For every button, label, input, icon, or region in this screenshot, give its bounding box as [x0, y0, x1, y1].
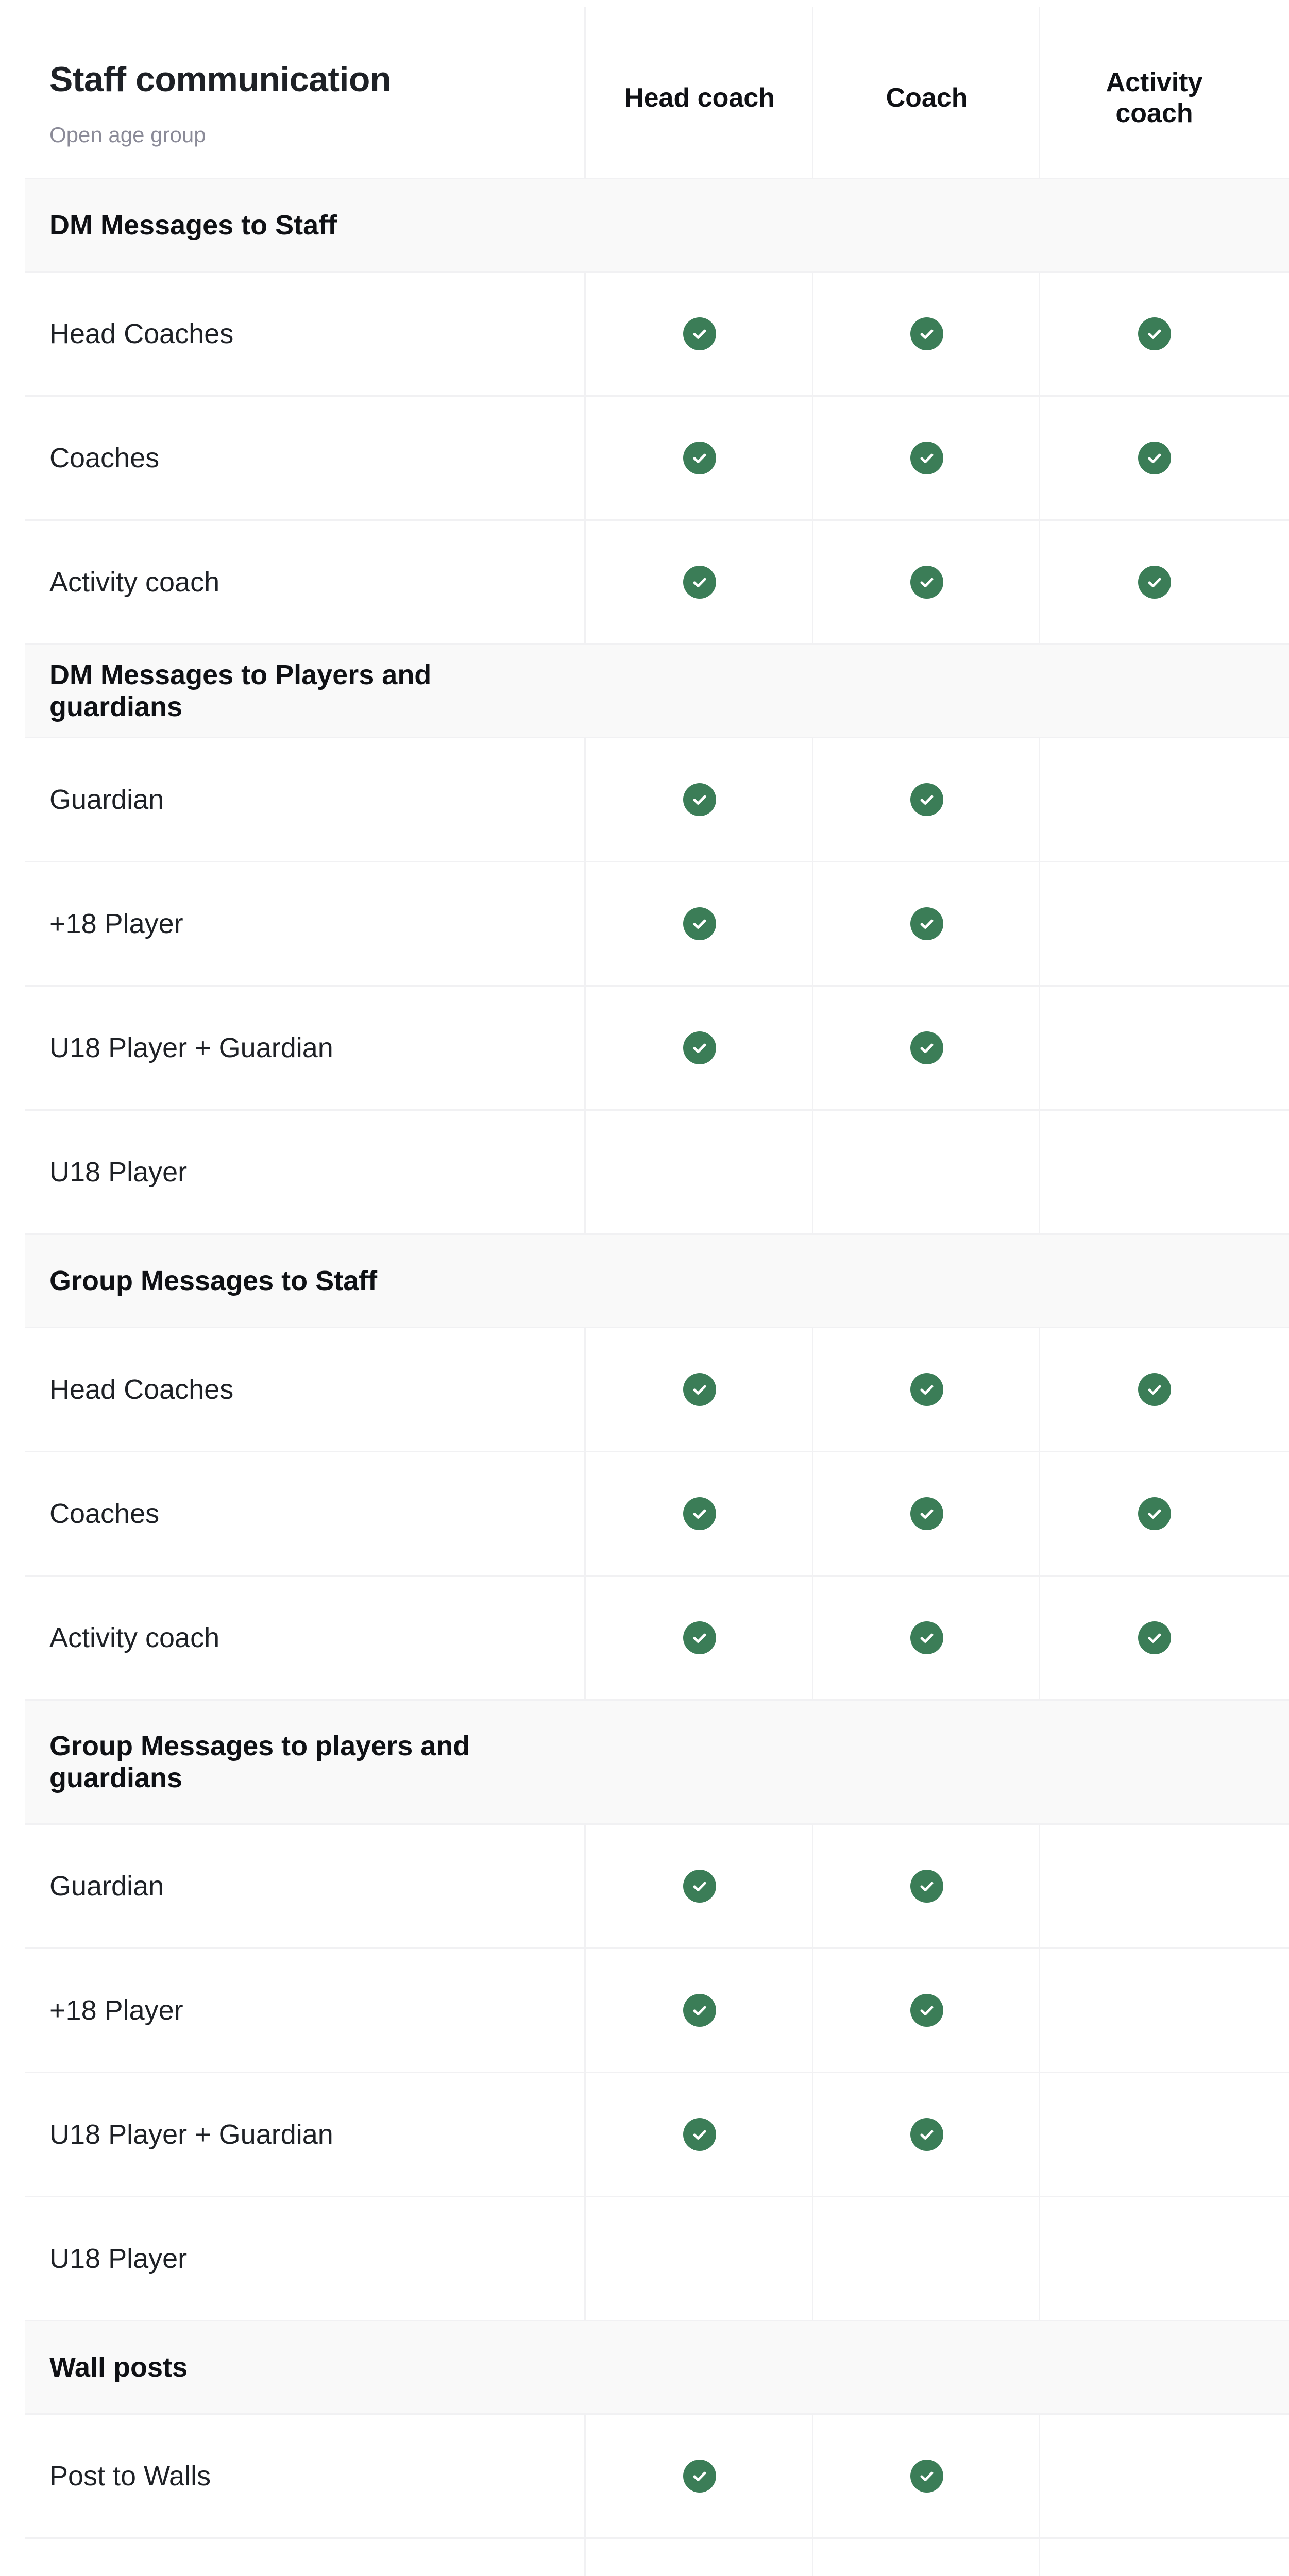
permission-cell — [1040, 2415, 1268, 2537]
table-row — [25, 737, 1289, 861]
row-label: Coaches — [49, 1498, 160, 1529]
table-row — [25, 271, 1289, 395]
section-header-row — [25, 178, 1289, 271]
check-circle-icon — [910, 442, 943, 474]
check-circle-icon — [910, 783, 943, 816]
table-row — [25, 1451, 1289, 1575]
row-label: Activity coach — [49, 1622, 220, 1653]
check-circle-icon — [683, 1621, 716, 1654]
check-circle-icon — [683, 1994, 716, 2027]
permission-cell — [813, 2415, 1040, 2537]
column-header-head-coach: Head coach — [624, 83, 775, 113]
permission-cell — [1040, 521, 1268, 643]
check-circle-icon — [910, 1621, 943, 1654]
row-label: Activity coach — [49, 567, 220, 598]
permission-cell — [586, 1328, 813, 1451]
section-header-row — [25, 643, 1289, 737]
permission-cell — [586, 862, 813, 985]
check-circle-icon — [683, 1031, 716, 1064]
check-circle-icon — [683, 317, 716, 350]
row-label: Guardian — [49, 1871, 164, 1902]
permission-cell — [1040, 1949, 1268, 2072]
table-row — [25, 1575, 1289, 1699]
check-circle-icon — [910, 1994, 943, 2027]
check-circle-icon — [683, 2118, 716, 2151]
column-header-activity-coach: Activity coach — [1106, 67, 1203, 128]
table-header — [25, 0, 1289, 178]
row-label: U18 Player — [49, 1157, 188, 1188]
permission-cell — [813, 521, 1040, 643]
permission-cell — [586, 397, 813, 519]
permission-cell — [1040, 1328, 1268, 1451]
permission-cell — [586, 2539, 813, 2576]
permissions-table — [25, 0, 1289, 2576]
row-label: Guardian — [49, 784, 164, 815]
permission-cell — [586, 2197, 813, 2320]
check-circle-icon — [910, 1031, 943, 1064]
table-row — [25, 395, 1289, 519]
row-label: Head Coaches — [49, 318, 234, 349]
permission-cell — [1040, 2073, 1268, 2196]
permission-cell — [586, 738, 813, 861]
section-header-row — [25, 1233, 1289, 1327]
permission-cell — [813, 987, 1040, 1109]
permission-cell — [1040, 1452, 1268, 1575]
permission-cell — [586, 987, 813, 1109]
section-title: DM Messages to Players and guardians — [49, 659, 432, 722]
table-row — [25, 2196, 1289, 2320]
check-circle-icon — [683, 907, 716, 940]
permission-cell — [586, 1111, 813, 1233]
permission-cell — [813, 1825, 1040, 1947]
check-circle-icon — [910, 1373, 943, 1406]
check-circle-icon — [683, 1373, 716, 1406]
permission-cell — [1040, 1825, 1268, 1947]
permission-cell — [586, 1452, 813, 1575]
permission-cell — [813, 1577, 1040, 1699]
table-row — [25, 519, 1289, 643]
permission-cell — [1040, 273, 1268, 395]
permission-cell — [1040, 2197, 1268, 2320]
check-circle-icon — [683, 2460, 716, 2493]
check-circle-icon — [910, 2118, 943, 2151]
section-title: Group Messages to players and guardians — [49, 1731, 470, 1793]
permission-cell — [586, 1949, 813, 2072]
check-circle-icon — [683, 1497, 716, 1530]
check-circle-icon — [1138, 1497, 1171, 1530]
check-circle-icon — [910, 2460, 943, 2493]
page-title: Staff communication — [49, 60, 391, 99]
section-header-row — [25, 2320, 1289, 2413]
permission-cell — [586, 273, 813, 395]
permission-cell — [586, 521, 813, 643]
section-title: Wall posts — [49, 2352, 188, 2383]
row-label: Post to Walls — [49, 2461, 211, 2492]
check-circle-icon — [683, 1870, 716, 1903]
permission-cell — [813, 2073, 1040, 2196]
check-circle-icon — [1138, 1621, 1171, 1654]
row-label: Coaches — [49, 443, 160, 473]
section-header-row — [25, 1699, 1289, 1823]
permission-cell — [813, 738, 1040, 861]
section-title: DM Messages to Staff — [49, 210, 337, 241]
page-subtitle: Open age group — [49, 123, 206, 147]
permission-cell — [813, 1111, 1040, 1233]
check-circle-icon — [910, 907, 943, 940]
permission-cell — [813, 397, 1040, 519]
permission-cell — [1040, 862, 1268, 985]
check-circle-icon — [1138, 442, 1171, 474]
permission-cell — [586, 2415, 813, 2537]
table-row — [25, 985, 1289, 1109]
permission-cell — [1040, 2539, 1268, 2576]
row-label: +18 Player — [49, 1995, 183, 2026]
column-header-coach: Coach — [886, 83, 968, 113]
check-circle-icon — [1138, 317, 1171, 350]
table-row — [25, 1327, 1289, 1451]
table-row — [25, 1947, 1289, 2072]
table-row — [25, 861, 1289, 985]
check-circle-icon — [1138, 566, 1171, 599]
table-row — [25, 2537, 1289, 2576]
permission-cell — [813, 2539, 1040, 2576]
row-label — [49, 2539, 291, 2576]
row-label: U18 Player — [49, 2243, 188, 2274]
permission-cell — [586, 2073, 813, 2196]
permission-cell — [813, 862, 1040, 985]
permission-cell — [813, 2197, 1040, 2320]
check-circle-icon — [683, 442, 716, 474]
check-circle-icon — [1138, 1373, 1171, 1406]
permission-cell — [813, 1949, 1040, 2072]
permission-cell — [813, 273, 1040, 395]
table-row — [25, 2072, 1289, 2196]
check-circle-icon — [910, 317, 943, 350]
table-row — [25, 1823, 1289, 1947]
permission-cell — [1040, 397, 1268, 519]
permission-cell — [1040, 1111, 1268, 1233]
permission-cell — [586, 1825, 813, 1947]
check-circle-icon — [910, 566, 943, 599]
permission-cell — [813, 1452, 1040, 1575]
check-circle-icon — [683, 566, 716, 599]
section-title: Group Messages to Staff — [49, 1265, 378, 1296]
table-row — [25, 2413, 1289, 2537]
row-label: Head Coaches — [49, 1374, 234, 1405]
check-circle-icon — [910, 1497, 943, 1530]
check-circle-icon — [910, 1870, 943, 1903]
permission-cell — [1040, 738, 1268, 861]
permission-cell — [813, 1328, 1040, 1451]
permission-cell — [586, 1577, 813, 1699]
row-label: +18 Player — [49, 908, 183, 939]
check-circle-icon — [683, 783, 716, 816]
row-label: U18 Player + Guardian — [49, 2119, 333, 2150]
permission-cell — [1040, 987, 1268, 1109]
row-label: U18 Player + Guardian — [49, 1032, 333, 1063]
permission-cell — [1040, 1577, 1268, 1699]
table-row — [25, 1109, 1289, 1233]
